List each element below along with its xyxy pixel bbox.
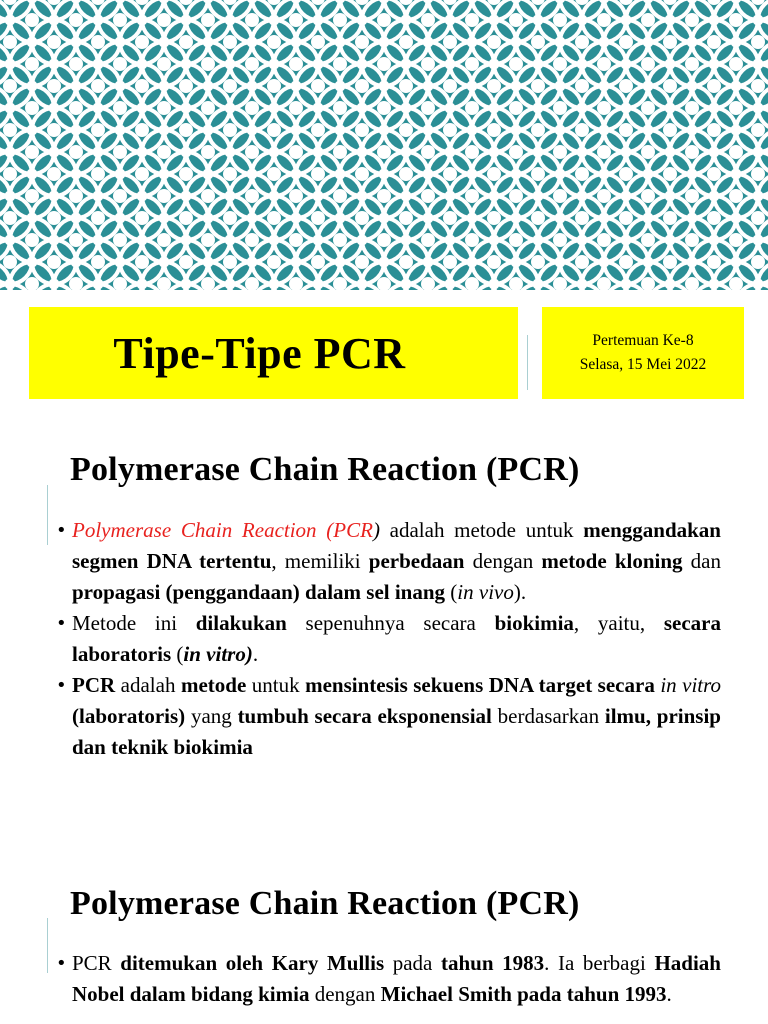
- meeting-date: Selasa, 15 Mei 2022: [579, 356, 707, 373]
- bullet-dot: •: [56, 613, 67, 634]
- accent-line-2: [47, 918, 48, 973]
- bullet-dot: •: [56, 953, 67, 974]
- decorative-banner: [0, 0, 768, 290]
- bullet-dot: •: [56, 520, 67, 541]
- section-title-1: Polymerase Chain Reaction (PCR): [70, 451, 580, 488]
- divider-line: [527, 335, 528, 390]
- bullet-list-1: [56, 515, 721, 763]
- list-item: • Metode ini dilakukan sepenuhnya secara biokimia, yaitu, secara laboratoris (in vitro).: [56, 608, 721, 670]
- accent-line-1: [47, 485, 48, 545]
- title-box: [29, 307, 518, 399]
- list-item: • PCR ditemukan oleh Kary Mullis pada tahun 1983. Ia berbagi Hadiah Nobel dalam bidang kimia dengan Michael Smith pada tahun 1993.: [56, 948, 721, 1010]
- slide-title: Tipe-Tipe PCR: [113, 328, 406, 378]
- meeting-info-box: [542, 307, 744, 399]
- list-item: • Polymerase Chain Reaction (PCR) adalah metode untuk menggandakan segmen DNA tertentu, memiliki perbedaan dengan metode kloning dan propagasi (penggandaan) dalam sel inang (in vivo).: [56, 515, 721, 608]
- meeting-number: Pertemuan Ke-8: [592, 332, 694, 349]
- section-title-2: Polymerase Chain Reaction (PCR): [70, 885, 580, 922]
- bullet-list-2: [56, 948, 721, 1010]
- bullet-dot: •: [56, 675, 67, 696]
- list-item: • PCR adalah metode untuk mensintesis sekuens DNA target secara in vitro (laboratoris) yang tumbuh secara eksponensial berdasarkan ilmu, prinsip dan teknik biokimia: [56, 670, 721, 763]
